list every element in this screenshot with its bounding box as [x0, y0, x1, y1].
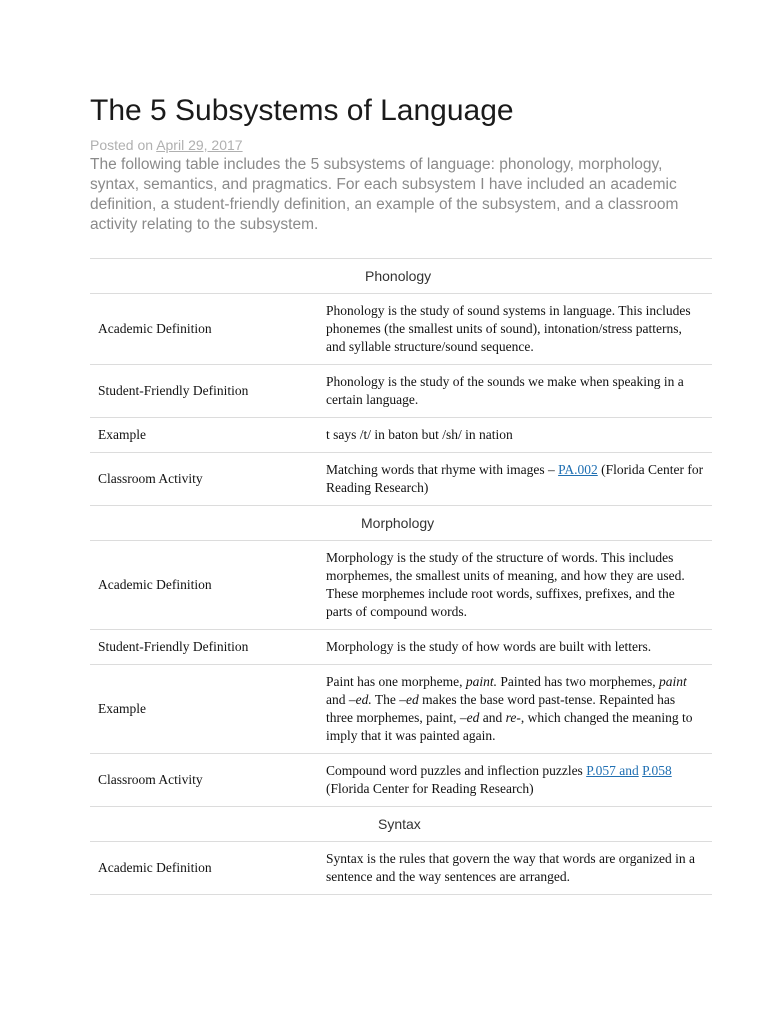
section-row-phonology — [90, 259, 712, 294]
row-label: Academic Definition — [90, 294, 318, 365]
morphology-activity — [318, 754, 712, 807]
row-label: Academic Definition — [90, 842, 318, 895]
table-row — [90, 630, 712, 665]
activity-text: Compound word puzzles and inflection puzzles — [326, 763, 587, 778]
p-057-link[interactable]: P.057 and — [586, 763, 639, 778]
morphology-academic-definition: Morphology is the study of the structure of words. This includes morphemes, the smallest units of meaning, and how they are used. These morphemes include root words, suffixes, prefixes, and the parts of compound words. — [318, 541, 712, 630]
posted-label: Posted on — [90, 137, 154, 153]
table-row — [90, 842, 712, 895]
table-row — [90, 294, 712, 365]
phonology-example: t says /t/ in baton but /sh/ in nation — [318, 418, 712, 453]
activity-text: Matching words that rhyme with images – — [326, 462, 559, 477]
section-row-morphology — [90, 506, 712, 541]
section-heading-phonology: Phonology — [365, 268, 432, 284]
intro-paragraph — [90, 155, 680, 235]
section-heading-morphology: Morphology — [361, 515, 435, 531]
phonology-activity — [318, 453, 712, 506]
phonology-academic-definition: Phonology is the study of sound systems in language. This includes phonemes (the smallest units of sound), intonation/stress patterns, and syllable structure/sound sequence. — [318, 294, 712, 365]
activity-source: (Florida Center for Reading Research) — [326, 781, 534, 796]
intro-text: The following table includes the 5 subsystems of language: phonology, morphology, syntax, semantics, and pragmatics. For each subsystem I have included an academic definition, a student-friendly definition, an example of the subsystem, and a classroom activity relating to the subsystem. — [90, 156, 679, 233]
row-label: Academic Definition — [90, 541, 318, 630]
table-row — [90, 754, 712, 807]
table-row — [90, 665, 712, 754]
row-label: Example — [90, 418, 318, 453]
table-row — [90, 365, 712, 418]
table-row — [90, 541, 712, 630]
activity-source: (Florida Center for Reading Research) — [326, 462, 704, 495]
row-label: Classroom Activity — [90, 453, 318, 506]
row-label: Example — [90, 665, 318, 754]
row-label: Student-Friendly Definition — [90, 630, 318, 665]
phonology-student-definition: Phonology is the study of the sounds we make when speaking in a certain language. — [318, 365, 712, 418]
section-row-syntax — [90, 807, 712, 842]
page-title: The 5 Subsystems of Language — [90, 94, 514, 127]
syntax-academic-definition: Syntax is the rules that govern the way that words are organized in a sentence and the way sentences are arranged. — [318, 842, 712, 895]
row-label: Classroom Activity — [90, 754, 318, 807]
table-row — [90, 453, 712, 506]
p-058-link[interactable]: P.058 — [642, 763, 672, 778]
posted-date-link[interactable]: April 29, 2017 — [156, 137, 243, 153]
subsystems-table — [90, 258, 712, 895]
row-label: Student-Friendly Definition — [90, 365, 318, 418]
morphology-student-definition: Morphology is the study of how words are built with letters. — [318, 630, 712, 665]
post-meta — [90, 136, 243, 154]
section-heading-syntax: Syntax — [378, 816, 421, 832]
pa-002-link[interactable]: PA.002 — [558, 462, 598, 477]
morphology-example: Paint has one morpheme, paint. Painted has two morphemes, paint and –ed. The –ed makes the base word past-tense. Repainted has three morphemes, paint, –ed and re-, which changed the meaning to imply that it was painted again. — [318, 665, 712, 754]
table-row — [90, 418, 712, 453]
